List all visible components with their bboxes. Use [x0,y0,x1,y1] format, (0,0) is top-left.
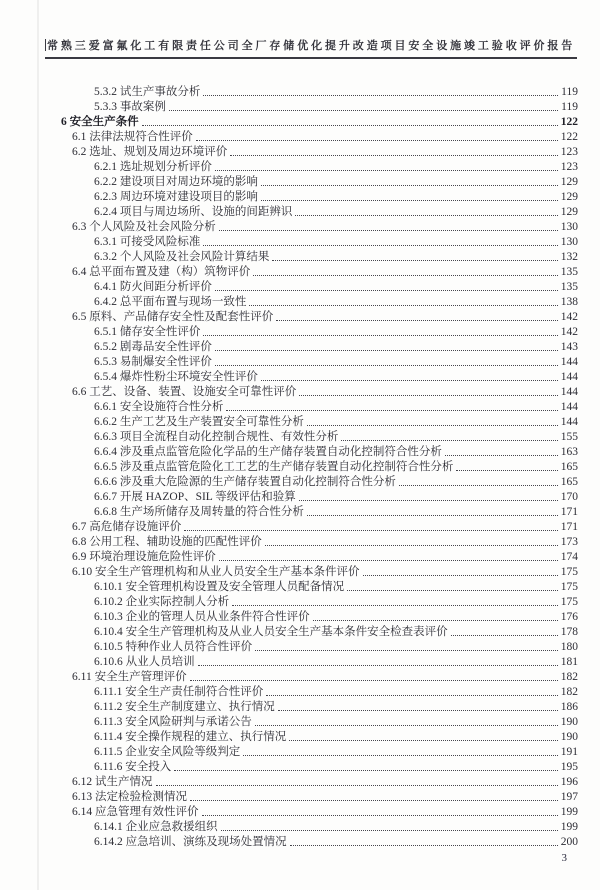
toc-entry-label: 6.12 试生产情况 [72,776,153,788]
toc-entry-label: 6.1 法律法规符合性评价 [72,131,193,143]
header-border-tick [45,39,46,51]
toc-page-number: 155 [560,431,578,443]
toc-page-number: 197 [560,791,578,803]
toc-page-number: 175 [560,581,578,593]
toc-entry [45,354,578,369]
toc-entry [45,84,578,99]
toc-dot-leader [174,770,558,771]
toc-entry-label: 6.5.2 剧毒品安全性评价 [94,341,212,353]
toc-dot-leader [203,335,557,336]
toc-page-number: 182 [560,686,578,698]
toc-entry [45,699,578,714]
toc-dot-leader [169,110,558,111]
toc-page-number: 173 [560,536,578,548]
toc-entry-label: 6.2.3 周边环境对建设项目的影响 [94,191,258,203]
toc-entry-label: 6.11.6 安全投入 [94,761,172,773]
toc-entry-label: 6.10.6 从业人员培训 [94,656,195,668]
toc-dot-leader [190,800,558,801]
toc-entry [45,114,578,129]
toc-entry [45,309,578,324]
toc-entry [45,729,578,744]
toc-entry-label: 6.10.3 企业的管理人员从业条件符合性评价 [94,611,310,623]
toc-entry [45,249,578,264]
toc-entry-label: 6.14.1 企业应急救援组织 [94,821,218,833]
toc-page-number: 171 [560,521,578,533]
toc-entry [45,564,578,579]
toc-entry [45,519,578,534]
toc-dot-leader [456,470,557,471]
toc-entry [45,264,578,279]
toc-entry-label: 6.10.5 特种作业人员符合性评价 [94,641,253,653]
toc-entry-label: 6.3 个人风险及社会风险分析 [72,221,216,233]
toc-entry [45,294,578,309]
toc-entry [45,594,578,609]
toc-page-number: 130 [560,236,578,248]
toc-entry-label: 6.10 安全生产管理机构和从业人员安全生产基本条件评价 [72,566,360,578]
toc-dot-leader [272,260,557,261]
toc-dot-leader [299,500,558,501]
toc-entry-label: 6.3.1 可接受风险标准 [94,236,201,248]
toc-dot-leader [278,710,558,711]
toc-dot-leader [307,515,558,516]
toc-page-number: 199 [560,806,578,818]
toc-dot-leader [243,755,558,756]
toc-dot-leader [451,635,558,636]
toc-entry [45,744,578,759]
toc-entry-label: 6.2.4 项目与周边场所、设施的间距辨识 [94,206,293,218]
toc-entry [45,234,578,249]
toc-entry-label: 6.11.2 安全生产制度建立、执行情况 [94,701,275,713]
toc-entry [45,369,578,384]
toc-entry-label: 6.14 应急管理有效性评价 [72,806,199,818]
toc-dot-leader [276,320,558,321]
toc-dot-leader [219,560,558,561]
toc-entry-label: 6.6.5 涉及重点监管危险化工工艺的生产储存装置自动化控制符合性分析 [94,461,454,473]
toc-entry-label: 6.11.4 安全操作规程的建立、执行情况 [94,731,287,743]
toc-dot-leader [198,665,558,666]
toc-dot-leader [215,170,558,171]
toc-dot-leader [341,440,557,441]
toc-entry-label: 6.4.2 总平面布置与现场一致性 [94,296,247,308]
toc-entry [45,129,578,144]
toc-entry-label: 6.10.4 安全生产管理机构及从业人员安全生产基本条件安全检查表评价 [94,626,448,638]
toc-entry-label: 6.9 环境治理设施危险性评价 [72,551,216,563]
toc-page-number: 176 [560,611,578,623]
toc-entry [45,444,578,459]
toc-entry-label: 6 安全生产条件 [61,116,139,128]
toc-page-number: 138 [560,296,578,308]
toc-page-number: 135 [560,281,578,293]
toc-entry [45,834,578,849]
toc-dot-leader [184,530,558,531]
toc-page-number: 119 [561,86,578,98]
toc-page-number: 129 [560,206,578,218]
toc-page-number: 181 [560,656,578,668]
toc-entry [45,489,578,504]
toc-dot-leader [156,785,558,786]
toc-page-number: 186 [560,701,578,713]
toc-entry-label: 6.4 总平面布置及建（构）筑物评价 [72,266,251,278]
toc-page-number: 163 [560,446,578,458]
toc-entry [45,204,578,219]
toc-dot-leader [230,155,558,156]
toc-dot-leader [249,305,557,306]
toc-entry-label: 6.5.4 爆炸性粉尘环境安全性评价 [94,371,258,383]
toc-page-number: 170 [560,491,578,503]
toc-dot-leader [255,725,558,726]
toc-entry [45,759,578,774]
toc-dot-leader [295,215,557,216]
toc-entry-label: 6.11.1 安全生产责任制符合性评价 [94,686,264,698]
toc-entry-label: 6.6 工艺、设备、装置、设施安全可靠性评价 [72,386,297,398]
toc-page-number: 165 [560,476,578,488]
toc-page-number: 178 [560,626,578,638]
toc-page-number: 191 [560,746,578,758]
toc-dot-leader [266,695,558,696]
toc-dot-leader [363,575,558,576]
toc-dot-leader [265,545,558,546]
running-header [45,37,577,59]
toc-entry-label: 6.6.8 生产场所储存及周转量的符合性分析 [94,506,304,518]
toc-entry [45,279,578,294]
toc-dot-leader [261,200,558,201]
toc-entry [45,504,578,519]
toc-entry-label: 5.3.3 事故案例 [94,101,166,113]
toc-entry [45,654,578,669]
toc-dot-leader [232,605,558,606]
toc-entry [45,804,578,819]
toc-page-number: 122 [560,116,578,128]
toc-page-number: 119 [561,101,578,113]
toc-entry [45,144,578,159]
toc-entry-label: 6.11 安全生产管理评价 [72,671,187,683]
toc-dot-leader [261,380,558,381]
toc-dot-leader [219,230,558,231]
toc-entry-label: 6.10.1 安全管理机构设置及安全管理人员配备情况 [94,581,345,593]
page-number: 3 [561,852,567,864]
toc-page-number: 165 [560,461,578,473]
toc-entry [45,639,578,654]
toc-entry [45,774,578,789]
toc-page-number: 190 [560,731,578,743]
toc-page-number: 180 [560,641,578,653]
toc-entry-label: 6.5.1 储存安全性评价 [94,326,201,338]
toc-dot-leader [289,740,558,741]
toc-entry-label: 6.13 法定检验检测情况 [72,791,187,803]
toc-page-number: 195 [560,761,578,773]
toc-entry [45,609,578,624]
toc-entry-label: 6.11.3 安全风险研判与承诺公告 [94,716,252,728]
toc-dot-leader [313,620,558,621]
toc-dot-leader [347,590,558,591]
toc-dot-leader [307,425,558,426]
toc-page-number: 196 [560,776,578,788]
toc-entry-label: 6.6.7 开展 HAZOP、SIL 等级评估和验算 [94,491,296,503]
toc-dot-leader [215,350,558,351]
toc-entry [45,534,578,549]
toc-entry-label: 6.7 高危储存设施评价 [72,521,182,533]
toc-entry [45,159,578,174]
toc-dot-leader [399,485,558,486]
toc-dot-leader [203,95,558,96]
toc-entry [45,684,578,699]
toc-entry-label: 6.2.2 建设项目对周边环境的影响 [94,176,258,188]
toc-dot-leader [202,815,558,816]
toc-dot-leader [299,395,558,396]
toc-page-number: 200 [560,836,578,848]
toc-page-number: 143 [560,341,578,353]
toc-entry [45,189,578,204]
toc-entry [45,714,578,729]
toc-dot-leader [215,365,558,366]
toc-entry-label: 6.10.2 企业实际控制人分析 [94,596,230,608]
toc-entry [45,669,578,684]
toc-page-number: 129 [560,176,578,188]
toc-entry-label: 6.5 原料、产品储存安全性及配套性评价 [72,311,274,323]
toc-entry [45,339,578,354]
toc-entry [45,174,578,189]
toc-entry-label: 6.8 公用工程、辅助设施的匹配性评价 [72,536,262,548]
toc-page-number: 132 [560,251,578,263]
toc-entry-label: 5.3.2 试生产事故分析 [94,86,201,98]
toc-entry [45,399,578,414]
toc-page-number: 175 [560,596,578,608]
toc-entry [45,414,578,429]
toc-entry [45,789,578,804]
toc-page-number: 144 [560,371,578,383]
toc-page-number: 135 [560,266,578,278]
toc-entry [45,474,578,489]
toc-page-number: 174 [560,551,578,563]
toc-page-number: 144 [560,386,578,398]
toc-entry-label: 6.4.1 防火间距分析评价 [94,281,212,293]
toc-page-number: 142 [560,311,578,323]
toc-dot-leader [142,125,558,126]
toc-page-number: 129 [560,191,578,203]
table-of-contents [45,84,578,849]
toc-dot-leader [203,245,557,246]
toc-dot-leader [196,140,558,141]
toc-dot-leader [255,650,558,651]
toc-entry-label: 6.2.1 选址规划分析评价 [94,161,212,173]
toc-entry-label: 6.11.5 企业安全风险等级判定 [94,746,241,758]
toc-entry-label: 6.6.4 涉及重点监管危险化学品的生产储存装置自动化控制符合性分析 [94,446,442,458]
toc-dot-leader [215,290,558,291]
toc-entry [45,429,578,444]
toc-page-number: 142 [560,326,578,338]
toc-entry-label: 6.5.3 易制爆安全性评价 [94,356,212,368]
toc-dot-leader [253,275,558,276]
toc-entry [45,819,578,834]
toc-entry-label: 6.2 选址、规划及周边环境评价 [72,146,228,158]
toc-entry [45,384,578,399]
toc-page-number: 190 [560,716,578,728]
toc-page-number: 144 [560,356,578,368]
toc-page-number: 144 [560,401,578,413]
toc-page-number: 123 [560,161,578,173]
toc-page-number: 199 [560,821,578,833]
toc-dot-leader [221,830,558,831]
report-title: 常熟三爱富氟化工有限责任公司全厂存储优化提升改造项目安全设施竣工验收评价报告 [47,40,576,52]
toc-page-number: 123 [560,146,578,158]
toc-entry [45,579,578,594]
toc-entry [45,549,578,564]
toc-page-number: 171 [560,506,578,518]
toc-entry [45,99,578,114]
toc-dot-leader [190,680,558,681]
toc-entry-label: 6.6.2 生产工艺及生产装置安全可靠性分析 [94,416,304,428]
toc-entry-label: 6.14.2 应急培训、演练及现场处置情况 [94,836,287,848]
toc-entry [45,324,578,339]
toc-dot-leader [261,185,558,186]
toc-page-number: 122 [560,131,578,143]
toc-dot-leader [226,410,557,411]
toc-dot-leader [290,845,558,846]
toc-entry-label: 6.6.1 安全设施符合性分析 [94,401,224,413]
toc-dot-leader [445,455,558,456]
toc-page-number: 175 [560,566,578,578]
toc-entry [45,624,578,639]
toc-entry-label: 6.3.2 个人风险及社会风险计算结果 [94,251,270,263]
toc-entry [45,219,578,234]
toc-entry [45,459,578,474]
toc-entry-label: 6.6.3 项目全流程自动化控制合规性、有效性分析 [94,431,339,443]
toc-entry-label: 6.6.6 涉及重大危险源的生产储存装置自动化控制符合性分析 [94,476,396,488]
toc-page-number: 144 [560,416,578,428]
toc-page-number: 130 [560,221,578,233]
toc-page-number: 182 [560,671,578,683]
